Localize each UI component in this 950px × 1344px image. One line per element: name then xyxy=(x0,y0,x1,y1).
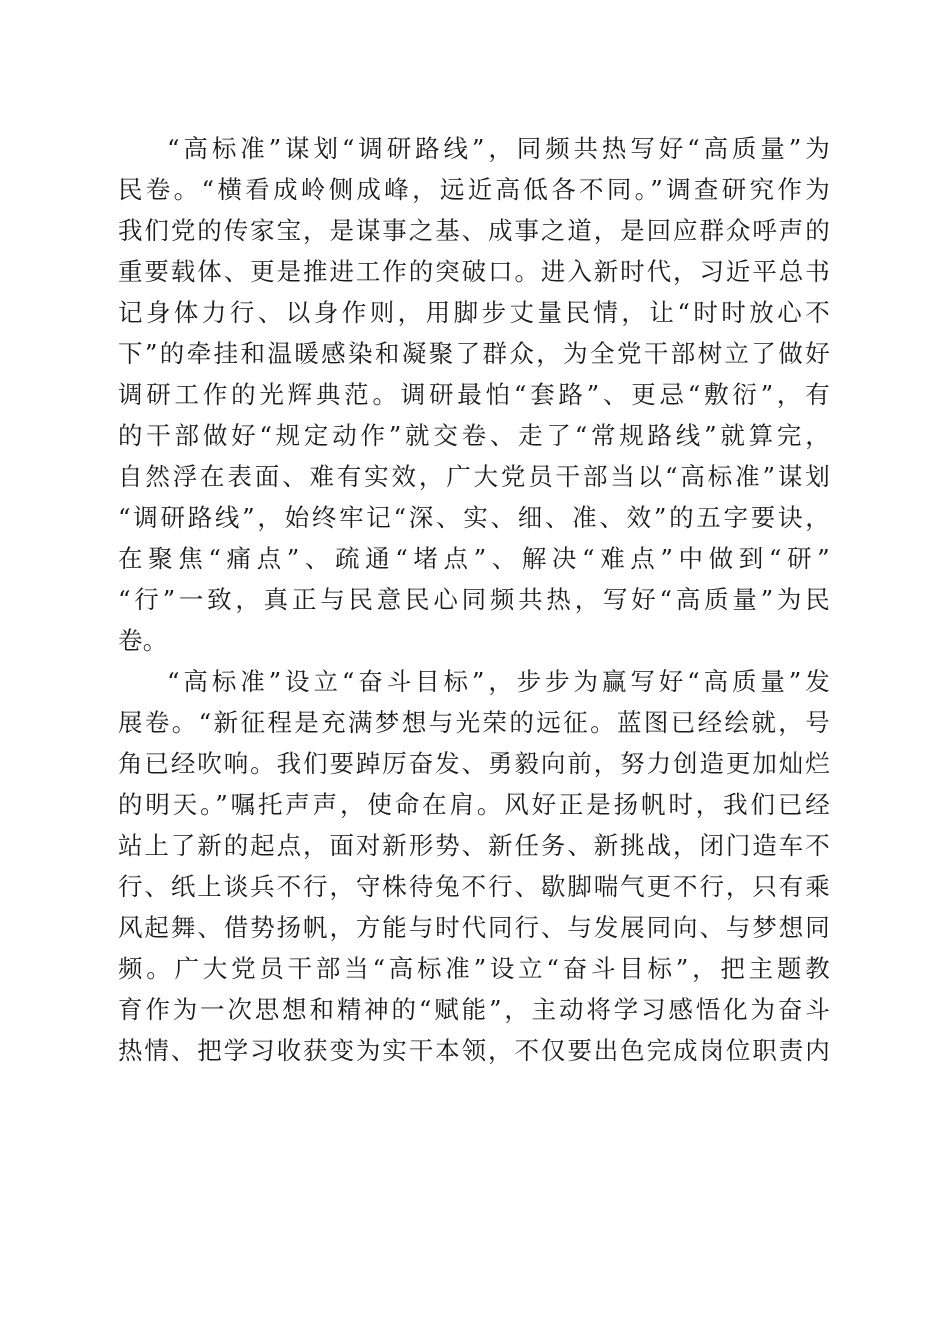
paragraph-line: 热情、把学习收获变为实干本领，不仅要出色完成岗位职责内 xyxy=(118,1036,830,1065)
paragraph-line: “调研路线”，始终牢记“深、实、细、准、效”的五字要诀， xyxy=(118,503,830,532)
document-body xyxy=(118,128,830,1071)
paragraph-line: 的明天。”嘱托声声，使命在肩。风好正是扬帆时，我们已经 xyxy=(118,790,830,819)
paragraph-line: 风起舞、借势扬帆，方能与时代同行、与发展同向、与梦想同 xyxy=(118,913,830,942)
paragraph-struggle-goal xyxy=(118,661,830,1071)
paragraph-line: 卷。 xyxy=(118,626,168,655)
paragraph-line: 自然浮在表面、难有实效，广大党员干部当以“高标准”谋划 xyxy=(118,462,830,491)
paragraph-line: “行”一致，真正与民意民心同频共热，写好“高质量”为民 xyxy=(118,585,830,614)
paragraph-line: “高标准”设立“奋斗目标”，步步为赢写好“高质量”发 xyxy=(167,667,830,696)
paragraph-line: 站上了新的起点，面对新形势、新任务、新挑战，闭门造车不 xyxy=(118,831,830,860)
paragraph-line: 的干部做好“规定动作”就交卷、走了“常规路线”就算完， xyxy=(118,421,830,450)
paragraph-line: 角已经吹响。我们要踔厉奋发、勇毅向前，努力创造更加灿烂 xyxy=(118,749,830,778)
paragraph-research-route xyxy=(118,128,830,661)
paragraph-line: 调研工作的光辉典范。调研最怕“套路”、更忌“敷衍”，有 xyxy=(118,380,830,409)
paragraph-line: 下”的牵挂和温暖感染和凝聚了群众，为全党干部树立了做好 xyxy=(118,339,830,368)
paragraph-line: 行、纸上谈兵不行，守株待兔不行、歇脚喘气更不行，只有乘 xyxy=(118,872,830,901)
paragraph-line: “高标准”谋划“调研路线”，同频共热写好“高质量”为 xyxy=(167,134,830,163)
paragraph-line: 在聚焦“痛点”、疏通“堵点”、解决“难点”中做到“研” xyxy=(118,544,830,573)
paragraph-line: 频。广大党员干部当“高标准”设立“奋斗目标”，把主题教 xyxy=(118,954,830,983)
paragraph-line: 展卷。“新征程是充满梦想与光荣的远征。蓝图已经绘就，号 xyxy=(118,708,830,737)
paragraph-line: 育作为一次思想和精神的“赋能”，主动将学习感悟化为奋斗 xyxy=(118,995,830,1024)
paragraph-line: 记身体力行、以身作则，用脚步丈量民情，让“时时放心不 xyxy=(118,298,830,327)
paragraph-line: 民卷。“横看成岭侧成峰，远近高低各不同。”调查研究作为 xyxy=(118,175,830,204)
paragraph-line: 重要载体、更是推进工作的突破口。进入新时代，习近平总书 xyxy=(118,257,830,286)
paragraph-line: 我们党的传家宝，是谋事之基、成事之道，是回应群众呼声的 xyxy=(118,216,830,245)
